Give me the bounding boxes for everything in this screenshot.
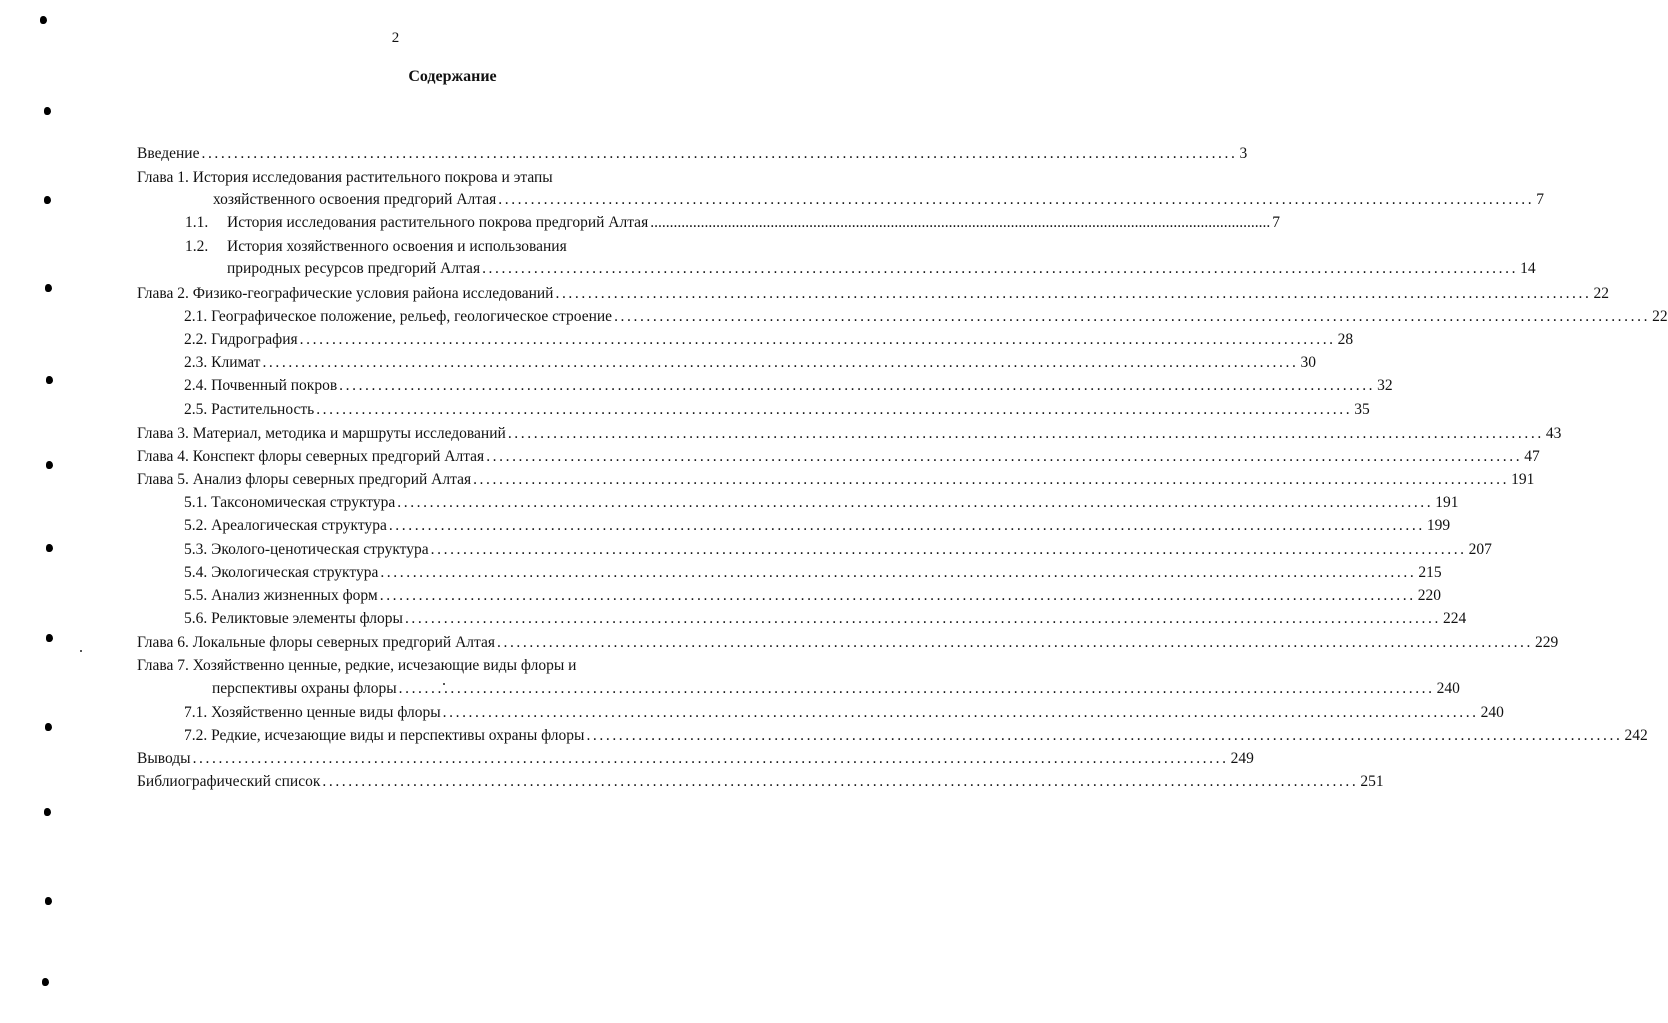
toc-entry-ch3: [137, 424, 1562, 444]
toc-entry-label: 7.2. Редкие, исчезающие виды и перспективы охраны флоры: [184, 727, 585, 744]
toc-entry-s2-3: [184, 353, 1316, 373]
toc-entry-label: Выводы: [137, 750, 191, 767]
dot-leader: ................................................................................................................................................................: [586, 727, 1623, 744]
toc-entry-label: 2.3. Климат: [184, 354, 261, 371]
toc-entry-s2-1: [184, 307, 1668, 327]
toc-entry-label: 5.4. Экологическая структура: [184, 564, 379, 581]
toc-page-number: 207: [1468, 541, 1492, 558]
dot-leader: ................................................................................................................................................................: [192, 750, 1229, 767]
toc-page-number: 191: [1435, 494, 1459, 511]
toc-entry-label: природных ресурсов предгорий Алтая: [227, 260, 481, 277]
dot-leader: ................................................................................................................................................................: [482, 260, 1519, 277]
toc-entry-s2-2: [184, 330, 1354, 350]
toc-page-number: 30: [1300, 354, 1316, 371]
toc-entry-s5-4: [184, 563, 1442, 583]
toc-page-number: 22: [1652, 308, 1668, 325]
toc-entry-ch4: [137, 447, 1540, 467]
dot-leader: ................................................................................................................................................................: [299, 331, 1336, 348]
toc-entry-label: Глава 6. Локальные флоры северных предгорий Алтая: [137, 634, 495, 651]
page-number: 2: [391, 30, 400, 46]
toc-entry-s7-2: [184, 726, 1648, 746]
toc-page-number: 7: [1536, 191, 1544, 208]
toc-entry-s5-2: [184, 516, 1451, 536]
toc-entry-label: История хозяйственного освоения и использования: [227, 238, 567, 255]
toc-entry-s1-2: [227, 259, 1536, 279]
toc-entry-ch7-line1: Глава 7. Хозяйственно ценные, редкие, исчезающие виды флоры и: [137, 657, 577, 674]
toc-entry-ch6: [137, 633, 1559, 653]
toc-entry-intro: [137, 144, 1248, 164]
toc-entry-label: 2.4. Почвенный покров: [184, 377, 338, 394]
dot-leader: ................................................................................................................................................................: [380, 564, 1417, 581]
toc-entry-label: Глава 2. Физико-географические условия района исследований: [137, 285, 554, 302]
toc-page-number: 43: [1545, 425, 1562, 442]
toc-page-number: 47: [1524, 448, 1540, 465]
dot-leader: ................................................................................................................................................................: [498, 191, 1535, 208]
toc-entry-label: История исследования растительного покрова предгорий Алтая: [227, 214, 649, 231]
toc-entry-label: Введение: [137, 145, 200, 162]
toc-entry-s5-6: [184, 609, 1467, 629]
dot-leader: ................................................................................................................................................................: [650, 214, 1271, 231]
toc-entry-number: 1.1.: [185, 214, 209, 231]
toc-entry-number: 1.2.: [185, 238, 209, 255]
toc-page-number: 251: [1360, 773, 1384, 790]
toc-entry-label: 2.2. Гидрография: [184, 331, 298, 348]
dot-leader: ................................................................................................................................................................: [322, 773, 1359, 790]
dot-leader: ................................................................................................................................................................: [507, 425, 1544, 442]
toc-entry-s1-2-line1: [185, 237, 567, 257]
toc-page-number: 28: [1337, 331, 1354, 348]
toc-page-number: 22: [1593, 285, 1609, 302]
toc-entry-ch5: [137, 470, 1535, 490]
toc-entry-conclusions: [137, 749, 1254, 769]
toc-entry-ch2: [137, 284, 1609, 304]
toc-entry-ch1: [213, 190, 1544, 210]
toc-entry-label: перспективы охраны флоры: [212, 680, 397, 697]
dot-leader: ................................................................................................................................................................: [497, 634, 1533, 651]
dot-leader: ................................................................................................................................................................: [486, 448, 1523, 465]
toc-entry-s5-1: [184, 493, 1459, 513]
dot-leader: ................................................................................................................................................................: [397, 494, 1434, 511]
toc-entry-label: 2.5. Растительность: [184, 401, 315, 418]
toc-page-number: 224: [1442, 610, 1467, 627]
toc-entry-s2-5: [184, 400, 1370, 420]
dot-leader: ................................................................................................................................................................: [379, 587, 1416, 604]
toc-page-number: 220: [1417, 587, 1441, 604]
toc-entry-s5-5: [184, 586, 1441, 606]
toc-entry-label: 5.2. Ареалогическая структура: [184, 517, 387, 534]
dot-leader: ................................................................................................................................................................: [262, 354, 1299, 371]
toc-page-number: 14: [1520, 260, 1536, 277]
dot-leader: ................................................................................................................................................................: [404, 610, 1441, 627]
toc-entry-s1-1: [185, 213, 1280, 233]
toc-page-number: 242: [1624, 727, 1648, 744]
page-title: Содержание: [408, 68, 497, 85]
toc-page-number: 240: [1480, 704, 1504, 721]
toc-page-number: 240: [1436, 680, 1460, 697]
toc-entry-label: 2.1. Географическое положение, рельеф, геологическое строение: [184, 308, 613, 325]
toc-page-number: 7: [1272, 214, 1280, 231]
toc-entry-s2-4: [184, 376, 1393, 396]
toc-entry-label: Глава 3. Материал, методика и маршруты исследований: [137, 425, 506, 442]
toc-page-number: 3: [1239, 145, 1248, 162]
toc-entry-s7-1: [184, 703, 1504, 723]
dot-leader: ................................................................................................................................................................: [442, 704, 1479, 721]
dot-leader: ................................................................................................................................................................: [339, 377, 1376, 394]
toc-page-number: 215: [1418, 564, 1442, 581]
toc-entry-label: Глава 4. Конспект флоры северных предгорий Алтая: [137, 448, 485, 465]
toc-entry-label: 5.1. Таксономическая структура: [184, 494, 396, 511]
toc-entry-label: 7.1. Хозяйственно ценные виды флоры: [184, 704, 441, 721]
dot-leader: ................................................................................................................................................................: [555, 285, 1592, 302]
dot-leader: ................................................................................................................................................................: [388, 517, 1425, 534]
toc-page-number: 249: [1230, 750, 1254, 767]
toc-page-number: 35: [1354, 401, 1370, 418]
toc-entry-label: Библиографический список: [137, 773, 321, 790]
toc-entry-label: 5.6. Реликтовые элементы флоры: [184, 610, 403, 627]
toc-entry-label: Глава 5. Анализ флоры северных предгорий Алтая: [137, 471, 472, 488]
toc-entry-label: хозяйственного освоения предгорий Алтая: [213, 191, 497, 208]
toc-page-number: 199: [1426, 517, 1451, 534]
toc-entry-bibliography: [137, 772, 1384, 792]
toc-entry-ch1-line1: Глава 1. История исследования растительного покрова и этапы: [137, 169, 553, 186]
toc-entry-ch7: [212, 679, 1460, 699]
toc-entry-label: 5.3. Эколого-ценотическая структура: [184, 541, 429, 558]
toc-page-number: 32: [1377, 377, 1393, 394]
toc-page-number: 229: [1535, 634, 1559, 651]
dot-leader: ................................................................................................................................................................: [430, 541, 1467, 558]
toc-entry-label: 5.5. Анализ жизненных форм: [184, 587, 378, 604]
toc-page-number: 191: [1511, 471, 1535, 488]
dot-leader: ................................................................................................................................................................: [614, 308, 1651, 325]
dot-leader: ................................................................................................................................................................: [316, 401, 1353, 418]
dot-leader: ................................................................................................................................................................: [398, 680, 1435, 697]
dot-leader: ................................................................................................................................................................: [473, 471, 1510, 488]
toc-entry-s5-3: [184, 540, 1492, 560]
dot-leader: ................................................................................................................................................................: [201, 145, 1238, 162]
